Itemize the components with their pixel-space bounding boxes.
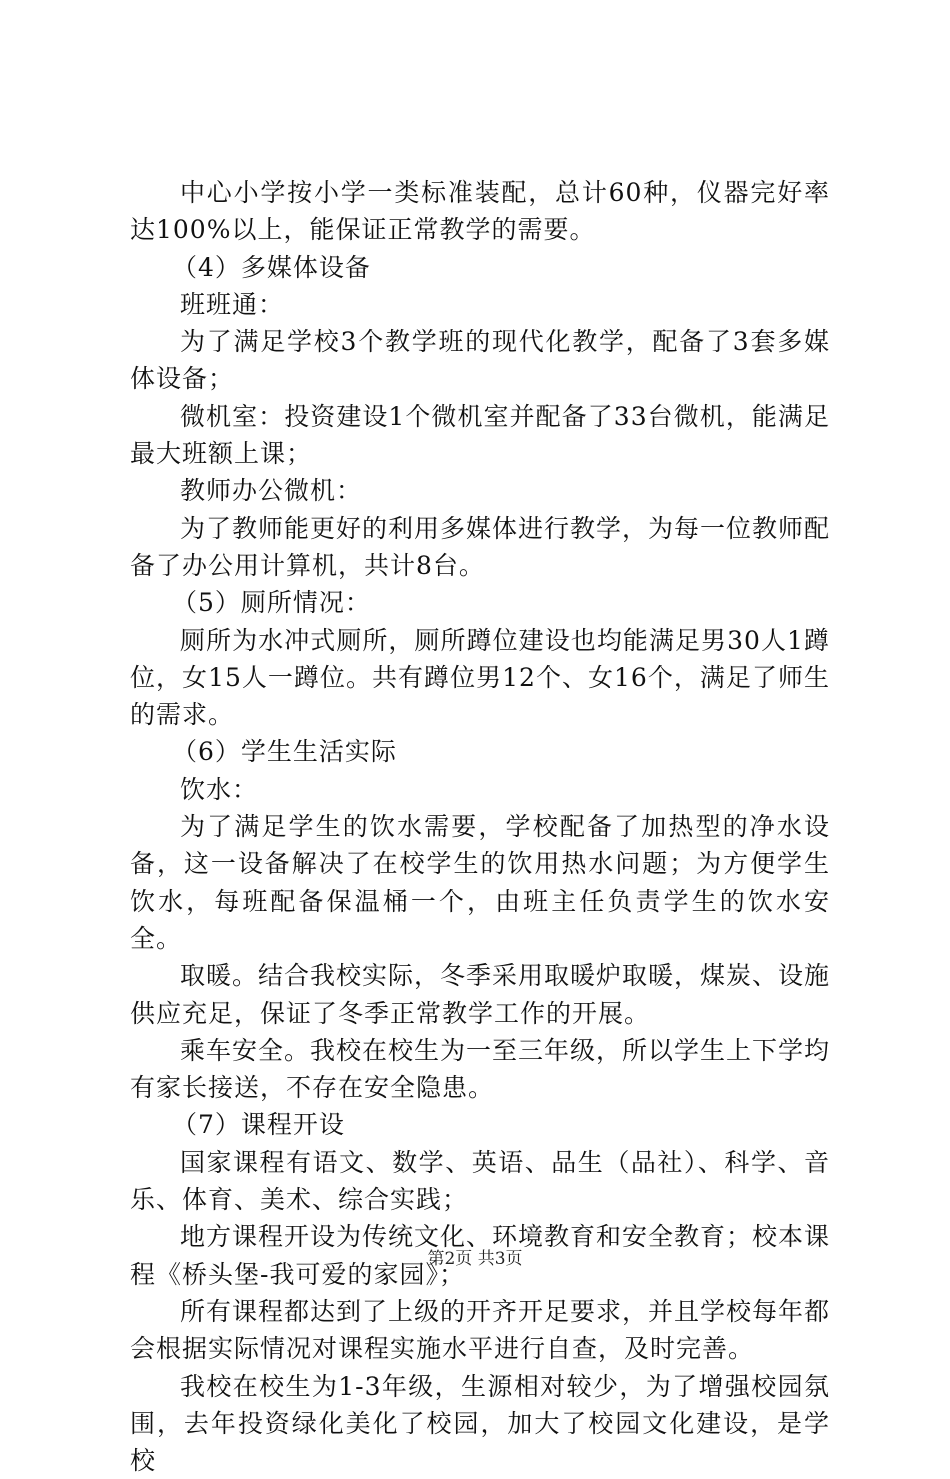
paragraph: 为了满足学校3个教学班的现代化教学，配备了3套多媒体设备； (130, 323, 830, 398)
page-number-label: 第2页 共3页 (427, 1249, 522, 1269)
section-heading: （4）多媒体设备 (130, 249, 830, 286)
paragraph: 教师办公微机： (130, 472, 830, 509)
page-footer (0, 1244, 950, 1269)
paragraph: 所有课程都达到了上级的开齐开足要求，并且学校每年都会根据实际情况对课程实施水平进行自查，及时完善。 (130, 1293, 830, 1368)
section-heading: （5）厕所情况： (130, 584, 830, 621)
paragraph: 地方课程开设为传统文化、环境教育和安全教育；校本课程《桥头堡-我可爱的家园》； (130, 1218, 830, 1293)
paragraph: 为了满足学生的饮水需要，学校配备了加热型的净水设备，这一设备解决了在校学生的饮用热水问题；为方便学生饮水，每班配备保温桶一个，由班主任负责学生的饮水安全。 (130, 808, 830, 957)
paragraph: 厕所为水冲式厕所，厕所蹲位建设也均能满足男30人1蹲位，女15人一蹲位。共有蹲位男12个、女16个，满足了师生的需求。 (130, 622, 830, 734)
paragraph: 饮水： (130, 771, 830, 808)
paragraph: 我校在校生为1-3年级，生源相对较少，为了增强校园氛围，去年投资绿化美化了校园，加大了校园文化建设，是学校 (130, 1368, 830, 1479)
document-body (130, 174, 830, 1479)
paragraph: 班班通： (130, 286, 830, 323)
section-heading: （6）学生生活实际 (130, 733, 830, 770)
paragraph: 乘车安全。我校在校生为一至三年级，所以学生上下学均有家长接送，不存在安全隐患。 (130, 1032, 830, 1107)
paragraph: 取暖。结合我校实际，冬季采用取暖炉取暖，煤炭、设施供应充足，保证了冬季正常教学工作的开展。 (130, 957, 830, 1032)
section-heading: （7）课程开设 (130, 1106, 830, 1143)
paragraph: 中心小学按小学一类标准装配，总计60种，仪器完好率达100%以上，能保证正常教学的需要。 (130, 174, 830, 249)
paragraph: 为了教师能更好的利用多媒体进行教学，为每一位教师配备了办公用计算机，共计8台。 (130, 510, 830, 585)
paragraph: 微机室：投资建设1个微机室并配备了33台微机，能满足最大班额上课； (130, 398, 830, 473)
paragraph: 国家课程有语文、数学、英语、品生（品社）、科学、音乐、体育、美术、综合实践； (130, 1144, 830, 1219)
